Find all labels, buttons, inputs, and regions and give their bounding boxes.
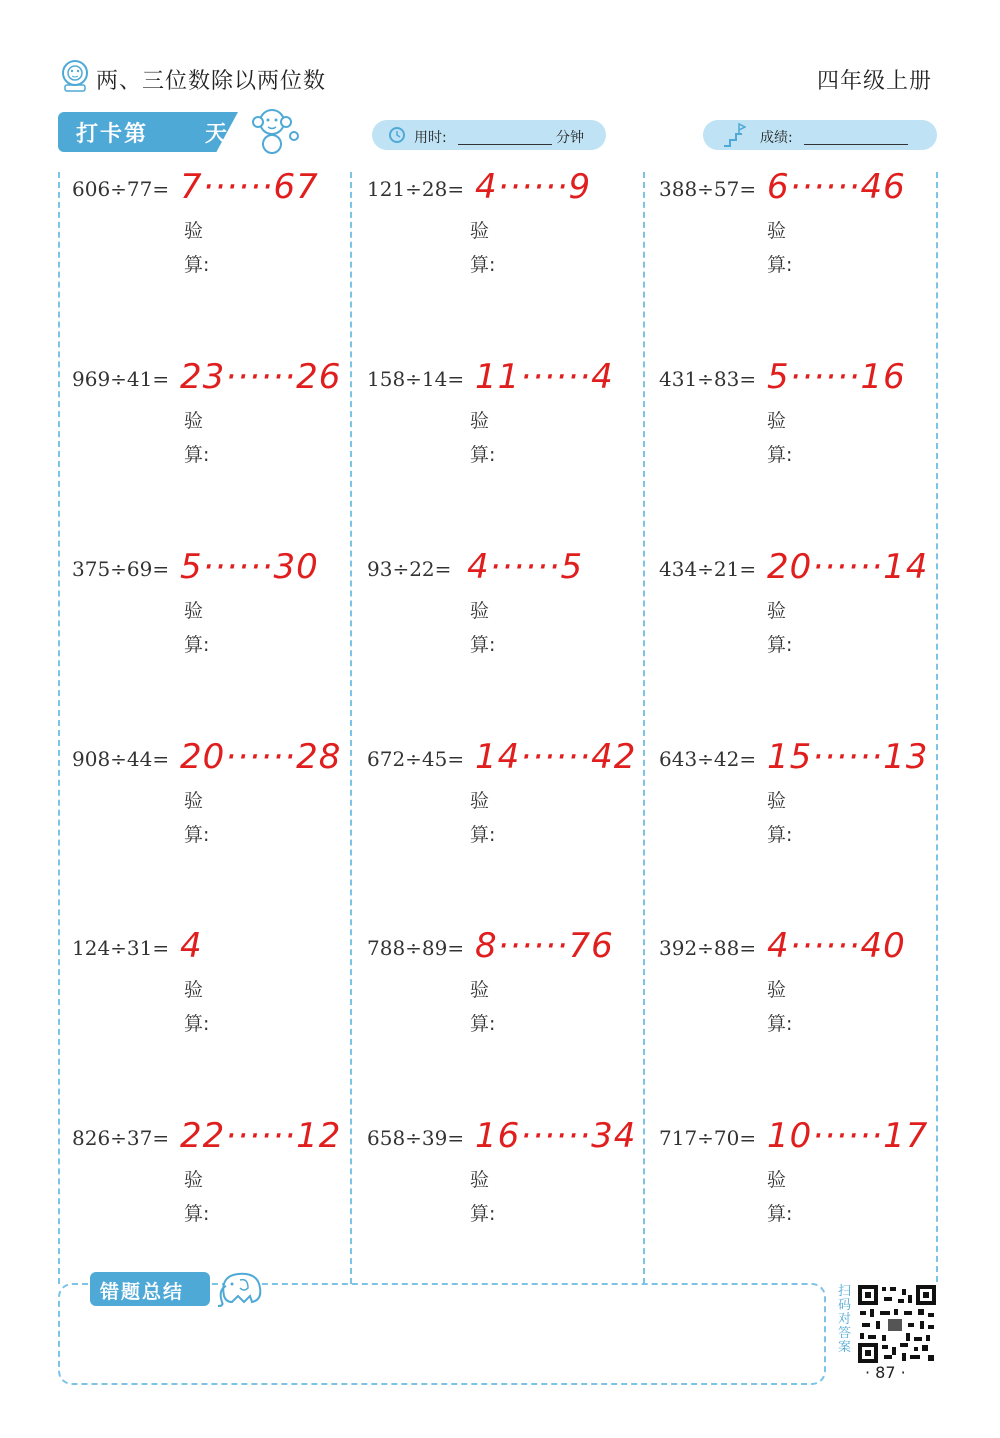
column-divider-1	[350, 172, 352, 1284]
problem-question: 392÷88=	[659, 936, 757, 960]
handwritten-answer: 4······9	[475, 167, 592, 207]
handwritten-answer: 10······17	[767, 1116, 929, 1156]
time-label: 用时:	[414, 130, 447, 146]
verification-work-area[interactable]	[359, 851, 629, 921]
problem-question: 388÷57=	[659, 177, 757, 201]
lion-logo-icon	[58, 58, 92, 92]
verify-label-yan: 验	[470, 600, 490, 622]
verify-label-suan: 算:	[767, 634, 793, 656]
problem-question: 606÷77=	[72, 177, 170, 201]
handwritten-answer: 7······67	[180, 167, 319, 207]
verify-label-suan: 算:	[184, 1203, 210, 1225]
handwritten-answer: 4······5	[467, 547, 584, 587]
problem-question: 826÷37=	[72, 1126, 170, 1150]
handwritten-answer: 4······40	[767, 926, 906, 966]
grade-label: 四年级上册	[816, 69, 932, 94]
verification-work-area[interactable]	[64, 661, 334, 731]
verification-work-area[interactable]	[64, 281, 334, 351]
verify-label-yan: 验	[184, 410, 204, 432]
column-border-right	[936, 172, 938, 1282]
verify-label-yan: 验	[767, 790, 787, 812]
handwritten-answer: 6······46	[767, 167, 906, 207]
verify-label-yan: 验	[767, 220, 787, 242]
verify-label-yan: 验	[470, 220, 490, 242]
verification-work-area[interactable]	[359, 281, 629, 351]
verify-label-yan: 验	[470, 979, 490, 1001]
page-title: 两、三位数除以两位数	[96, 69, 327, 94]
verify-label-yan: 验	[470, 1169, 490, 1191]
verification-work-area[interactable]	[64, 1040, 334, 1110]
flag-stairs-icon	[722, 122, 746, 148]
verify-label-suan: 算:	[184, 634, 210, 656]
verify-label-suan: 算:	[184, 824, 210, 846]
verify-label-suan: 算:	[470, 1203, 496, 1225]
verify-label-suan: 算:	[184, 254, 210, 276]
problem-question: 908÷44=	[72, 747, 170, 771]
verify-label-suan: 算:	[767, 444, 793, 466]
time-unit: 分钟	[556, 130, 584, 146]
verify-label-yan: 验	[184, 790, 204, 812]
verify-label-suan: 算:	[470, 634, 496, 656]
verify-label-yan: 验	[184, 1169, 204, 1191]
problem-question: 434÷21=	[659, 557, 757, 581]
problem-question: 658÷39=	[367, 1126, 465, 1150]
verify-label-suan: 算:	[470, 444, 496, 466]
verify-label-yan: 验	[184, 220, 204, 242]
verification-work-area[interactable]	[651, 281, 921, 351]
scan-answer-text: 扫码对答案	[838, 1284, 852, 1355]
verify-label-suan: 算:	[767, 254, 793, 276]
time-blank[interactable]	[458, 144, 552, 145]
problem-question: 431÷83=	[659, 367, 757, 391]
verification-work-area[interactable]	[651, 851, 921, 921]
handwritten-answer: 15······13	[767, 737, 929, 777]
verify-label-suan: 算:	[767, 1013, 793, 1035]
verification-work-area[interactable]	[651, 661, 921, 731]
monkey-icon	[244, 104, 304, 156]
verify-label-suan: 算:	[184, 444, 210, 466]
handwritten-answer: 22······12	[180, 1116, 342, 1156]
verification-work-area[interactable]	[359, 471, 629, 541]
handwritten-answer: 4	[180, 926, 203, 966]
verify-label-yan: 验	[767, 600, 787, 622]
problem-question: 375÷69=	[72, 557, 170, 581]
checkin-label-right: 天	[205, 122, 228, 147]
verify-label-suan: 算:	[470, 1013, 496, 1035]
problem-question: 124÷31=	[72, 936, 170, 960]
verification-work-area[interactable]	[359, 661, 629, 731]
problem-question: 969÷41=	[72, 367, 170, 391]
problem-question: 93÷22=	[367, 557, 452, 581]
problem-question: 788÷89=	[367, 936, 465, 960]
handwritten-answer: 23······26	[180, 357, 342, 397]
handwritten-answer: 8······76	[475, 926, 614, 966]
page-number: · 87 ·	[865, 1363, 906, 1382]
handwritten-answer: 5······16	[767, 357, 906, 397]
handwritten-answer: 20······28	[180, 737, 342, 777]
verify-label-suan: 算:	[767, 824, 793, 846]
handwritten-answer: 5······30	[180, 547, 319, 587]
verify-label-yan: 验	[184, 600, 204, 622]
column-border-left	[58, 172, 60, 1284]
problem-question: 158÷14=	[367, 367, 465, 391]
clock-icon	[388, 126, 406, 144]
verification-work-area[interactable]	[651, 1040, 921, 1110]
problem-question: 643÷42=	[659, 747, 757, 771]
handwritten-answer: 16······34	[475, 1116, 637, 1156]
score-label: 成绩:	[760, 130, 793, 146]
verify-label-yan: 验	[470, 790, 490, 812]
verification-work-area[interactable]	[359, 1040, 629, 1110]
problem-question: 121÷28=	[367, 177, 465, 201]
verify-label-yan: 验	[767, 1169, 787, 1191]
error-summary-label: 错题总结	[100, 1281, 185, 1303]
verify-label-yan: 验	[767, 979, 787, 1001]
verification-work-area[interactable]	[651, 471, 921, 541]
handwritten-answer: 11······4	[475, 357, 614, 397]
verification-work-area[interactable]	[64, 471, 334, 541]
handwritten-answer: 14······42	[475, 737, 637, 777]
problem-question: 672÷45=	[367, 747, 465, 771]
qr-code-icon[interactable]	[858, 1285, 936, 1363]
handwritten-answer: 20······14	[767, 547, 929, 587]
verify-label-suan: 算:	[767, 1203, 793, 1225]
column-divider-2	[643, 172, 645, 1284]
verify-label-yan: 验	[767, 410, 787, 432]
checkin-label-left: 打卡第	[76, 122, 149, 147]
verify-label-suan: 算:	[470, 254, 496, 276]
verify-label-yan: 验	[184, 979, 204, 1001]
verification-work-area[interactable]	[64, 851, 334, 921]
verify-label-suan: 算:	[470, 824, 496, 846]
verify-label-suan: 算:	[184, 1013, 210, 1035]
verify-label-yan: 验	[470, 410, 490, 432]
problem-question: 717÷70=	[659, 1126, 757, 1150]
score-blank[interactable]	[804, 144, 908, 145]
elephant-icon	[214, 1266, 268, 1308]
